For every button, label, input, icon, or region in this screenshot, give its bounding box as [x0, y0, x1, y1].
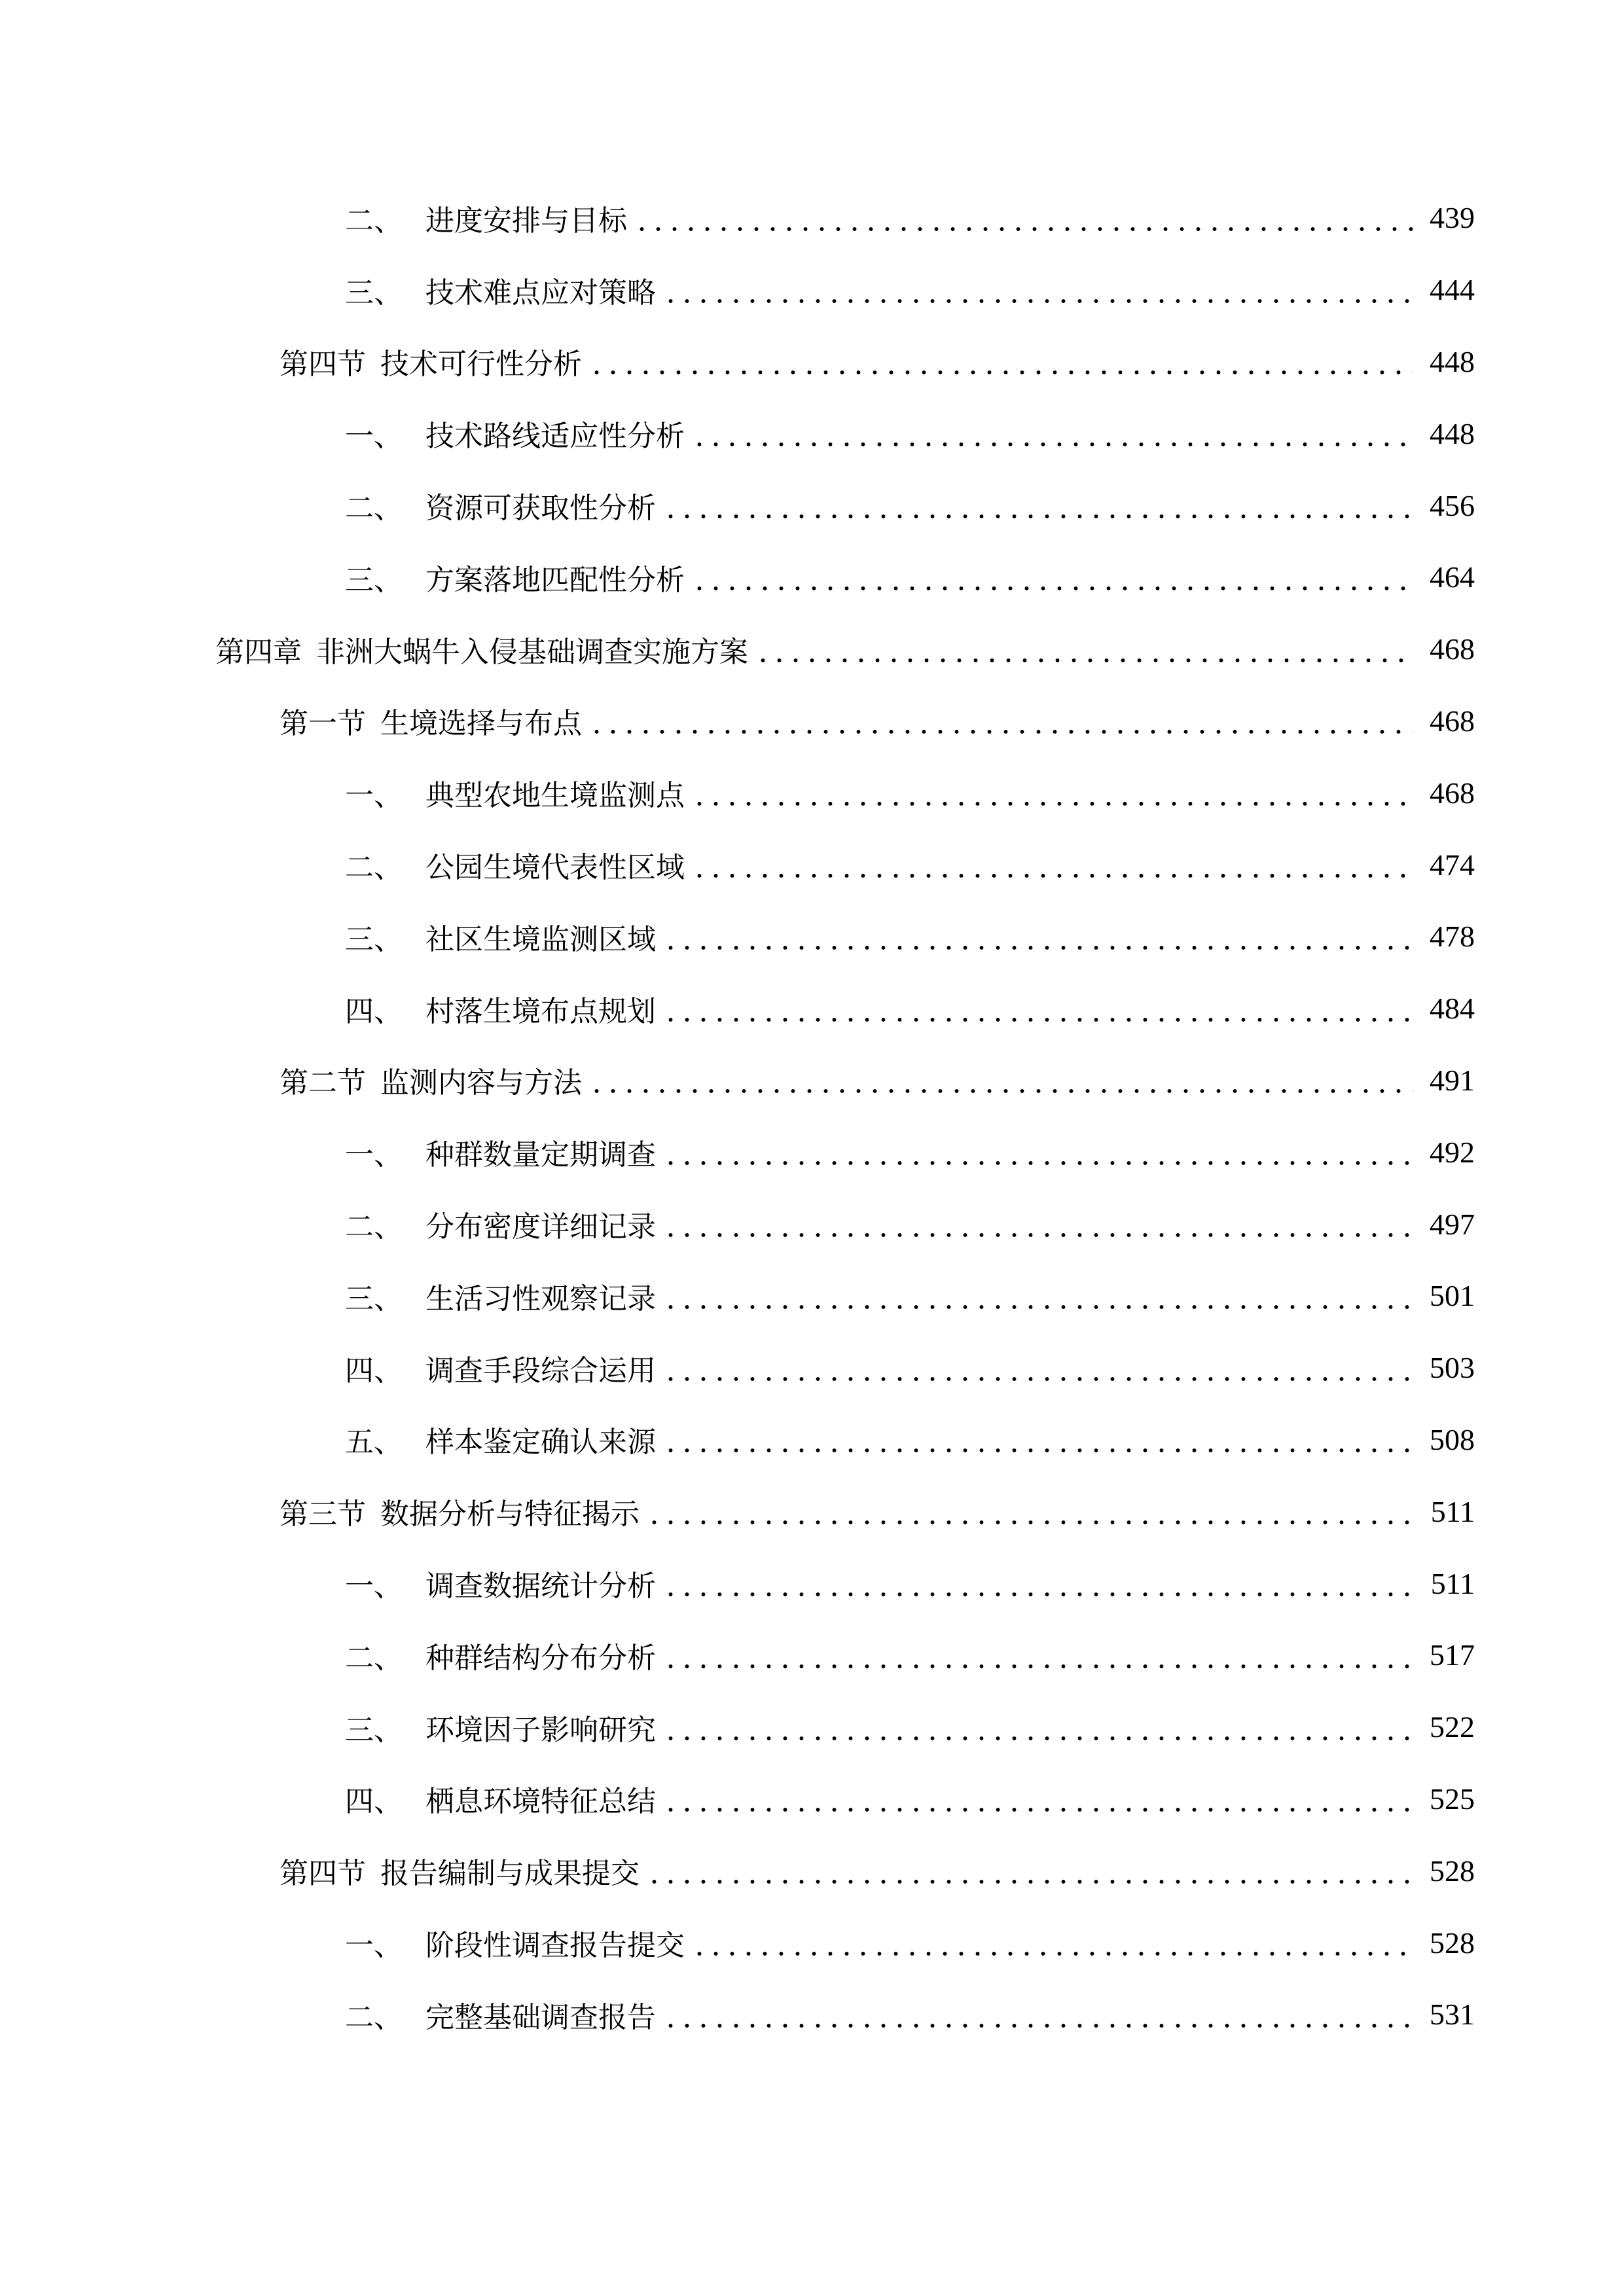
toc-entry-title: 生活习性观察记录	[425, 1282, 656, 1316]
toc-entry-number: 四、	[345, 1354, 403, 1388]
toc-entry-page-number: 468	[1430, 776, 1475, 810]
toc-entry-title: 样本鉴定确认来源	[425, 1426, 656, 1460]
toc-entry-page-number: 503	[1430, 1351, 1475, 1385]
toc-entry-item[interactable]	[0, 254, 1624, 326]
dot-leader	[634, 204, 1413, 232]
toc-entry-page-number: 492	[1430, 1135, 1475, 1169]
toc-entry-page-number: 484	[1430, 992, 1475, 1026]
toc-entry-chapter[interactable]	[0, 613, 1624, 685]
toc-entry-page-number: 456	[1430, 488, 1475, 522]
toc-entry-title: 监测内容与方法	[380, 1066, 582, 1100]
toc-entry-item[interactable]	[0, 829, 1624, 901]
toc-entry-item[interactable]	[0, 1763, 1624, 1835]
dot-leader	[691, 850, 1413, 879]
toc-entry-title: 完整基础调查报告	[425, 2000, 656, 2034]
toc-entry-item[interactable]	[0, 973, 1624, 1045]
toc-entry-item[interactable]	[0, 1188, 1624, 1260]
toc-entry-title: 社区生境监测区域	[425, 922, 656, 956]
toc-entry-number: 三、	[345, 1713, 403, 1747]
toc-entry-number: 二、	[345, 2000, 403, 2034]
toc-entry-page-number: 508	[1430, 1422, 1475, 1456]
toc-entry-page-number: 525	[1430, 1782, 1475, 1816]
toc-entry-section[interactable]	[0, 1835, 1624, 1907]
toc-entry-item[interactable]	[0, 541, 1624, 613]
dot-leader	[662, 1210, 1413, 1238]
toc-entry-number: 二、	[345, 492, 403, 526]
dot-leader	[662, 922, 1413, 951]
toc-entry-page-number: 528	[1430, 1854, 1475, 1888]
toc-entry-number: 一、	[345, 1570, 403, 1604]
toc-entry-item[interactable]	[0, 1979, 1624, 2051]
dot-leader	[662, 1784, 1413, 1813]
dot-leader	[646, 1856, 1413, 1885]
toc-entry-item[interactable]	[0, 757, 1624, 829]
dot-leader	[691, 563, 1413, 592]
toc-entry-title: 报告编制与成果提交	[380, 1857, 640, 1891]
dot-leader	[691, 419, 1413, 448]
toc-entry-title: 进度安排与目标	[425, 204, 627, 238]
toc-entry-item[interactable]	[0, 1619, 1624, 1691]
toc-entry-number: 第四节	[280, 348, 366, 382]
toc-entry-title: 典型农地生境监测点	[425, 779, 685, 813]
toc-entry-number: 五、	[345, 1426, 403, 1460]
toc-entry-title: 调查手段综合运用	[425, 1354, 656, 1388]
toc-entry-page-number: 531	[1430, 1998, 1475, 2032]
toc-entry-page-number: 478	[1430, 920, 1475, 954]
toc-entry-item[interactable]	[0, 1691, 1624, 1763]
toc-entry-number: 一、	[345, 1138, 403, 1172]
dot-leader	[662, 491, 1413, 520]
dot-leader	[588, 706, 1413, 735]
dot-leader	[691, 778, 1413, 807]
dot-leader	[662, 1713, 1413, 1742]
toc-entry-item[interactable]	[0, 1404, 1624, 1476]
toc-entry-item[interactable]	[0, 1332, 1624, 1404]
dot-leader	[662, 1569, 1413, 1598]
toc-entry-title: 数据分析与特征揭示	[380, 1498, 640, 1532]
toc-entry-number: 四、	[345, 994, 403, 1028]
toc-entry-section[interactable]	[0, 326, 1624, 398]
dot-leader	[662, 1282, 1413, 1310]
dot-leader	[662, 1425, 1413, 1454]
dot-leader	[662, 1641, 1413, 1670]
toc-entry-title: 种群结构分布分析	[425, 1641, 656, 1675]
dot-leader	[662, 2000, 1413, 2029]
toc-entry-page-number: 522	[1430, 1710, 1475, 1744]
dot-leader	[662, 1138, 1413, 1166]
toc-entry-number: 二、	[345, 204, 403, 238]
toc-entry-page-number: 491	[1430, 1063, 1475, 1097]
toc-entry-item[interactable]	[0, 469, 1624, 541]
toc-entry-number: 三、	[345, 276, 403, 310]
toc-entry-number: 三、	[345, 922, 403, 956]
toc-entry-title: 非洲大蜗牛入侵基础调查实施方案	[316, 635, 748, 669]
toc-entry-page-number: 497	[1430, 1207, 1475, 1241]
dot-leader	[662, 994, 1413, 1023]
table-of-contents	[0, 182, 1624, 2051]
toc-entry-page-number: 474	[1430, 848, 1475, 882]
toc-entry-title: 环境因子影响研究	[425, 1713, 656, 1747]
toc-entry-title: 调查数据统计分析	[425, 1570, 656, 1604]
toc-entry-title: 技术难点应对策略	[425, 276, 656, 310]
toc-entry-title: 种群数量定期调查	[425, 1138, 656, 1172]
toc-entry-section[interactable]	[0, 685, 1624, 757]
toc-entry-page-number: 439	[1430, 201, 1475, 235]
toc-entry-item[interactable]	[0, 1547, 1624, 1619]
toc-entry-section[interactable]	[0, 1475, 1624, 1547]
toc-entry-title: 公园生境代表性区域	[425, 851, 685, 885]
toc-entry-number: 三、	[345, 563, 403, 597]
toc-entry-title: 资源可获取性分析	[425, 492, 656, 526]
toc-entry-page-number: 444	[1430, 273, 1475, 307]
toc-entry-number: 一、	[345, 779, 403, 813]
toc-entry-number: 二、	[345, 1210, 403, 1244]
toc-entry-page-number: 511	[1430, 1494, 1475, 1528]
toc-entry-section[interactable]	[0, 1045, 1624, 1117]
toc-entry-item[interactable]	[0, 1260, 1624, 1332]
toc-entry-page-number: 464	[1430, 560, 1475, 594]
toc-entry-number: 第四节	[280, 1857, 366, 1891]
toc-entry-title: 方案落地匹配性分析	[425, 563, 685, 597]
dot-leader	[691, 1928, 1413, 1957]
toc-entry-page-number: 528	[1430, 1926, 1475, 1960]
dot-leader	[588, 1066, 1413, 1094]
toc-entry-title: 村落生境布点规划	[425, 994, 656, 1028]
toc-entry-page-number: 468	[1430, 632, 1475, 666]
toc-entry-number: 二、	[345, 851, 403, 885]
toc-entry-item[interactable]	[0, 901, 1624, 973]
toc-entry-item[interactable]	[0, 182, 1624, 254]
dot-leader	[755, 635, 1413, 664]
toc-entry-title: 技术可行性分析	[380, 348, 582, 382]
toc-entry-title: 生境选择与布点	[380, 707, 582, 741]
dot-leader	[662, 1354, 1413, 1382]
toc-entry-title: 分布密度详细记录	[425, 1210, 656, 1244]
toc-entry-item[interactable]	[0, 397, 1624, 469]
toc-entry-number: 一、	[345, 420, 403, 454]
toc-entry-number: 一、	[345, 1929, 403, 1963]
toc-entry-number: 三、	[345, 1282, 403, 1316]
toc-entry-item[interactable]	[0, 1907, 1624, 1979]
dot-leader	[646, 1497, 1413, 1526]
toc-entry-page-number: 511	[1430, 1566, 1475, 1600]
toc-entry-page-number: 501	[1430, 1279, 1475, 1313]
toc-entry-title: 栖息环境特征总结	[425, 1785, 656, 1819]
toc-entry-item[interactable]	[0, 1116, 1624, 1188]
toc-entry-page-number: 517	[1430, 1638, 1475, 1672]
toc-entry-page-number: 448	[1430, 416, 1475, 450]
dot-leader	[588, 347, 1413, 376]
toc-entry-number: 第二节	[280, 1066, 366, 1100]
toc-entry-number: 四、	[345, 1785, 403, 1819]
toc-entry-page-number: 468	[1430, 704, 1475, 738]
toc-entry-number: 第一节	[280, 707, 366, 741]
toc-entry-title: 技术路线适应性分析	[425, 420, 685, 454]
dot-leader	[662, 276, 1413, 304]
toc-entry-number: 第四章	[215, 635, 302, 669]
toc-entry-page-number: 448	[1430, 344, 1475, 378]
toc-entry-title: 阶段性调查报告提交	[425, 1929, 685, 1963]
toc-entry-number: 二、	[345, 1641, 403, 1675]
toc-entry-number: 第三节	[280, 1498, 366, 1532]
